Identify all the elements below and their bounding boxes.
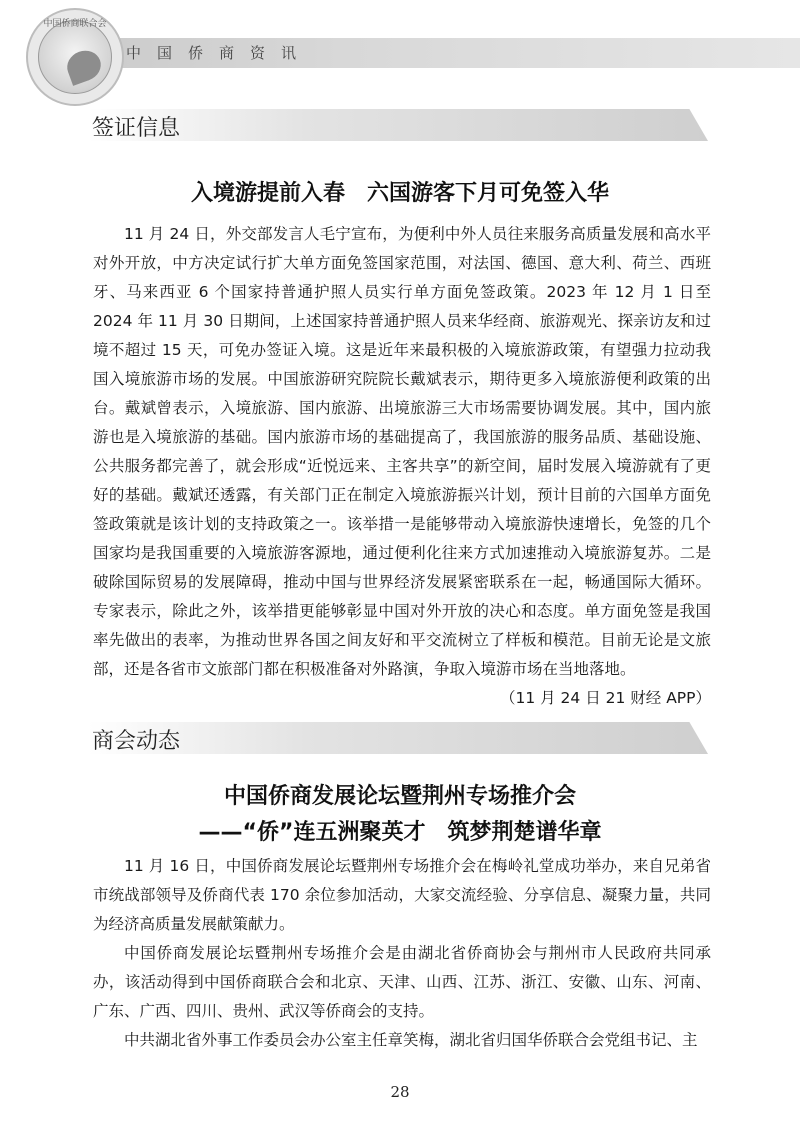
article-body-visa [93,220,711,713]
logo [26,8,124,106]
header-title: 中国侨商资讯 [126,44,313,62]
section-title-chamber: 商会动态 [92,729,181,754]
article-title-visa: 入境游提前入春 六国游客下月可免签入华 [190,181,609,206]
source-citation: （11 月 24 日 21 财经 APP） [499,689,711,707]
article-title-chamber-line2: ——“侨”连五洲聚英才 筑梦荆楚谱华章 [198,820,602,845]
page-number: 28 [390,1083,410,1101]
article-title-chamber-line1: 中国侨商发展论坛暨荆州专场推介会 [223,784,576,809]
article-body-chamber [93,852,711,1055]
paragraph: 11 月 24 日，外交部发言人毛宁宣布，为便利中外人员往来服务高质量发展和高水平对外开放，中方决定试行扩大单方面免签国家范围，对法国、德国、意大利、荷兰、西班牙、马来西亚 6 个国家持普通护照人员实行单方面免签政策。2023 年 12 月 1 日至 2024 年 11 月 30 日期间，上述国家持普通护照人员来华经商、旅游观光、探亲访友和过境不超过 15 天，可免办签证入境。这是近年来最积极的入境旅游政策，有望强力拉动我国入境旅游市场的发展。中国旅游研究院院长戴斌表示，期待更多入境旅游便利政策的出台。戴斌曾表示，入境旅游、国内旅游、出境旅游三大市场需要协调发展。其中，国内旅游也是入境旅游的基础。国内旅游市场的基础提高了，我国旅游的服务品质、基础设施、公共服务都完善了，就会形成“近悦远来、主客共享”的新空间，届时发展入境游就有了更好的基础。戴斌还透露，有关部门正在制定入境旅游振兴计划，预计目前的六国单方面免签政策就是该计划的支持政策之一。该举措一是能够带动入境旅游快速增长，免签的几个国家均是我国重要的入境旅游客源地，通过便利化往来方式加速推动入境旅游复苏。二是破除国际贸易的发展障碍，推动中国与世界经济发展紧密联系在一起，畅通国际大循环。专家表示，除此之外，该举措更能够彰显中国对外开放的决心和态度。单方面免签是我国率先做出的表率，为推动世界各国之间友好和平交流树立了样板和模范。目前无论是文旅部，还是各省市文旅部门都在积极准备对外路演，争取入境游市场在当地落地。 [93,225,711,678]
logo-emblem [38,20,112,94]
paragraph: 中共湖北省外事工作委员会办公室主任章笑梅，湖北省归国华侨联合会党组书记、主 [124,1031,698,1049]
paragraph: 中国侨商发展论坛暨荆州专场推介会是由湖北省侨商协会与荆州市人民政府共同承办，该活动得到中国侨商联合会和北京、天津、山西、江苏、浙江、安徽、山东、河南、广东、广西、四川、贵州、武汉等侨商会的支持。 [93,944,711,1020]
paragraph: 11 月 16 日，中国侨商发展论坛暨荆州专场推介会在梅岭礼堂成功举办，来自兄弟省市统战部领导及侨商代表 170 余位参加活动，大家交流经验、分享信息、凝聚力量，共同为经济高质量发展献策献力。 [93,857,711,933]
section-title-visa: 签证信息 [92,116,181,141]
section-bar-chamber [88,722,708,754]
section-bar-visa [88,109,708,141]
logo-text: 中国侨商联合会 [43,19,107,29]
logo-leaf-icon [63,46,105,86]
